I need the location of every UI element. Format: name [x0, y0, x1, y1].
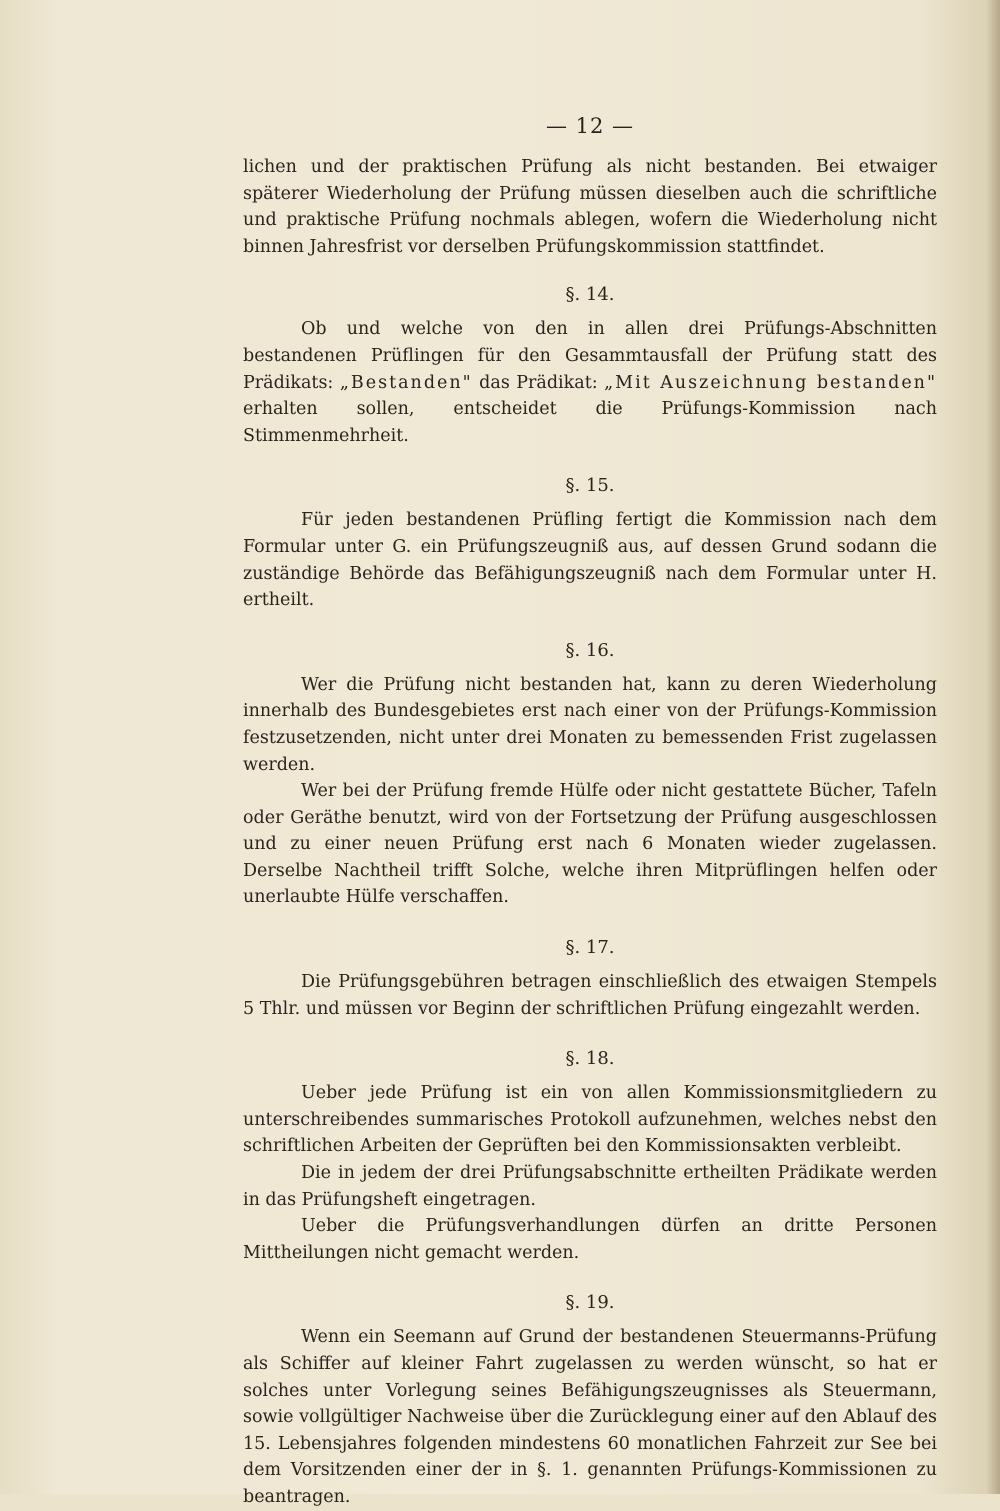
section-17-paragraph: Die Prüfungsgebühren betragen einschließlich des etwaigen Stempels 5 Thlr. und müssen vor Beginn der schriftlichen Prüfung eingezahlt werden.: [243, 972, 937, 1019]
section-18-heading: §. 18.: [565, 1048, 615, 1070]
section-18-paragraph-1: Ueber jede Prüfung ist ein von allen Kommissionsmitgliedern zu unterschreibendes summarisches Protokoll aufzunehmen, welches nebst den schriftlichen Arbeiten der Geprüften bei den Kommissionsakten verbleibt.: [243, 1083, 937, 1157]
section-14-text-a: Ob und welche von den in allen drei Prüfungs-Abschnitten bestandenen Prüflingen für den Gesammtausfall der Prüfung statt des Prädikats:: [243, 319, 937, 393]
section-14-quote-bestanden: „Bestanden": [339, 372, 473, 393]
section-15-paragraph: Für jeden bestandenen Prüfling fertigt die Kommission nach dem Formular unter G. ein Prüfungszeugniß aus, auf dessen Grund sodann die zuständige Behörde das Befähigungszeugniß nach dem Formular unter H. ertheilt.: [243, 510, 937, 611]
section-14-quote-auszeichnung: „Mit Auszeichnung bestanden": [604, 372, 937, 393]
section-18-paragraph-2: Die in jedem der drei Prüfungsabschnitte ertheilten Prädikate werden in das Prüfungsheft eingetragen.: [243, 1163, 937, 1210]
page-edge-shadow: [986, 0, 1000, 1494]
intro-paragraph: lichen und der praktischen Prüfung als nicht bestanden. Bei etwaiger späterer Wiederholung der Prüfung müssen dieselben auch die schriftliche und praktische Prüfung nochmals ablegen, wofern die Wiederholung nicht binnen Jahresfrist vor derselben Prüfungskommission stattfindet.: [243, 157, 937, 257]
section-14-text-b: das Prädikat:: [472, 372, 605, 393]
section-14-text-c: erhalten sollen, entscheidet die Prüfungs-Kommission nach Stimmenmehrheit.: [243, 399, 937, 446]
section-14-heading: §. 14.: [565, 284, 615, 306]
section-19-paragraph: Wenn ein Seemann auf Grund der bestandenen Steuermanns-Prüfung als Schiffer auf kleiner Fahrt zugelassen zu werden wünscht, so hat er solches unter Vorlegung seines Befähigungszeugnisses als Steuermann, sowie vollgültiger Nachweise über die Zurücklegung einer auf den Ablauf des 15. Lebensjahres folgenden mindestens 60 monatlichen Fahrzeit zur See bei dem Vorsitzenden einer der in §. 1. genannten Prüfungs-Kommissionen zu beantragen.: [243, 1327, 937, 1507]
page-content: [243, 108, 937, 1511]
page-number: — 12 —: [545, 114, 635, 138]
section-16-heading: §. 16.: [565, 639, 615, 661]
section-16-paragraph-2: Wer bei der Prüfung fremde Hülfe oder nicht gestattete Bücher, Tafeln oder Geräthe benutzt, wird von der Fortsetzung der Prüfung ausgeschlossen und zu einer neuen Prüfung erst nach 6 Monaten wieder zugelassen. Derselbe Nachtheil trifft Solche, welche ihren Mitprüflingen helfen oder unerlaubte Hülfe verschaffen.: [243, 781, 937, 908]
section-17-heading: §. 17.: [565, 937, 615, 959]
section-18-paragraph-3: Ueber die Prüfungsverhandlungen dürfen an dritte Personen Mittheilungen nicht gemacht werden.: [243, 1216, 937, 1263]
section-14-paragraph: [243, 316, 937, 449]
section-15-heading: §. 15.: [565, 475, 615, 497]
section-19-heading: §. 19.: [565, 1292, 615, 1314]
section-16-paragraph-1: Wer die Prüfung nicht bestanden hat, kann zu deren Wiederholung innerhalb des Bundesgebietes erst nach einer von der Prüfungs-Kommission festzusetzenden, nicht unter drei Monaten zu bemessenden Frist zugelassen werden.: [243, 674, 937, 775]
